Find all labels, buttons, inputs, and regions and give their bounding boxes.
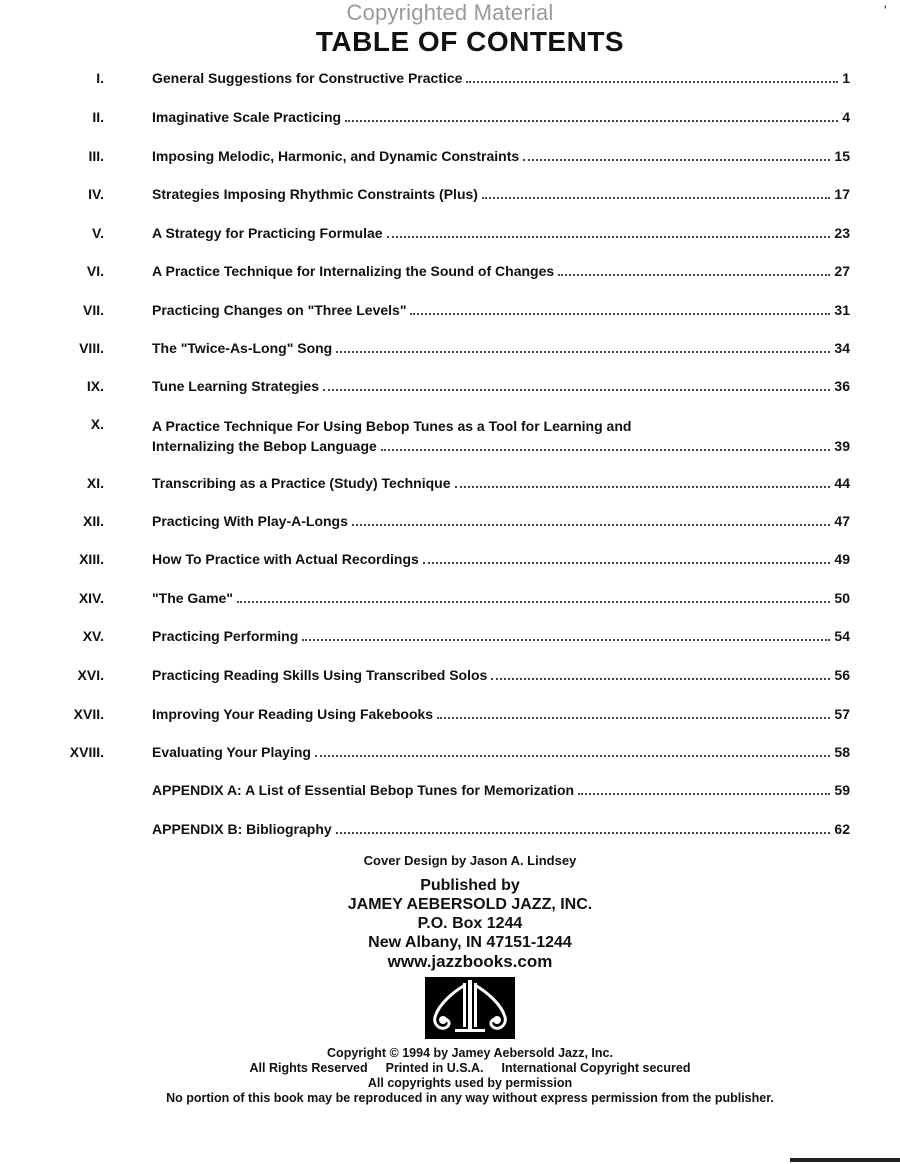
toc-chapter-numeral: IV. [88,186,104,202]
toc-page-number: 57 [834,706,850,722]
publisher-po-box: P.O. Box 1244 [417,915,523,932]
toc-entry [152,706,850,722]
toc-chapter-numeral: I. [96,70,104,86]
all-rights-reserved: All Rights Reserved [249,1061,368,1075]
international-copyright: International Copyright secured [501,1061,691,1075]
dot-leader [437,717,830,719]
toc-entry-title: APPENDIX B: Bibliography [152,821,332,837]
toc-entry-title: Imposing Melodic, Harmonic, and Dynamic Constraints [152,148,520,164]
toc-entry [152,475,850,491]
watermark: Copyrighted Material [346,0,554,25]
toc-entry [152,109,850,125]
toc-page-number: 44 [834,475,850,491]
dot-leader [345,120,838,122]
toc-page-number: 1 [842,70,850,86]
toc-entry [152,628,850,644]
dot-leader [410,313,830,315]
toc-entry [152,744,850,760]
toc-chapter-numeral: II. [92,109,104,125]
dot-leader [558,274,830,276]
toc-entry [152,378,850,394]
toc-entry-title: A Strategy for Practicing Formulae [152,225,383,241]
toc-entry-title: Imaginative Scale Practicing [152,109,342,125]
toc-page-number: 31 [834,302,850,318]
toc-page-number: 4 [842,109,850,125]
dot-leader [336,351,830,353]
toc-entry-title: General Suggestions for Constructive Practice [152,70,463,86]
toc-entry [152,302,850,318]
logo-mark-icon [425,977,515,1039]
toc-entry [152,416,850,456]
toc-page-number: 49 [834,551,850,567]
toc-page-number: 36 [834,378,850,394]
dot-leader [491,678,830,680]
dot-leader [387,236,831,238]
published-by: Published by [420,877,520,894]
toc-chapter-numeral: XVIII. [69,744,104,760]
dot-leader [523,159,830,161]
copyright-line: Copyright © 1994 by Jamey Aebersold Jazz, Inc. [327,1046,613,1060]
toc-chapter-numeral: III. [88,148,104,164]
toc-chapter-numeral: XI. [86,475,104,491]
dot-leader [423,562,831,564]
dot-leader [466,81,838,83]
dot-leader [302,639,830,641]
page-title: TABLE OF CONTENTS [315,26,625,57]
permission-line: All copyrights used by permission [367,1076,573,1090]
reproduction-notice: No portion of this book may be reproduced in any way without express permission from the publisher. [166,1091,774,1105]
toc-entry-title: Strategies Imposing Rhythmic Constraints (Plus) [152,186,478,202]
toc-entry [152,186,850,202]
toc-entry-title: "The Game" [152,590,233,606]
printed-in: Printed in U.S.A. [385,1061,484,1075]
toc-page-number: 39 [834,438,850,454]
toc-entry-title: Practicing Performing [152,628,299,644]
toc-page-number: 17 [834,186,850,202]
toc-page-number: 23 [834,225,850,241]
jamey-aebersold-logo-icon [425,977,515,1039]
toc-page-number: 56 [834,667,850,683]
toc-entry-title: How To Practice with Actual Recordings [152,551,419,567]
toc-entry-title-line1: A Practice Technique For Using Bebop Tunes as a Tool for Learning and [152,418,632,434]
publisher-city: New Albany, IN 47151-1244 [368,934,572,951]
dot-leader [336,832,831,834]
toc-chapter-numeral: XIV. [78,590,104,606]
toc-chapter-numeral: XVI. [77,667,104,683]
toc-entry [152,148,850,164]
dot-leader [352,524,831,526]
rights-line [0,1061,900,1076]
cover-design-credit: Cover Design by Jason A. Lindsey [363,853,577,868]
dot-leader [578,793,830,795]
publisher-website: www.jazzbooks.com [387,952,553,971]
toc-entry-title: Improving Your Reading Using Fakebooks [152,706,434,722]
toc-entry-title: Tune Learning Strategies [152,378,319,394]
toc-entry-title: Evaluating Your Playing [152,744,311,760]
toc-chapter-numeral: X. [90,416,104,432]
toc-entry-title: Practicing With Play-A-Longs [152,513,348,529]
toc-chapter-numeral: VIII. [79,340,104,356]
dot-leader [482,197,830,199]
scan-artifact [790,1158,900,1162]
toc-entry [152,70,850,86]
toc-entry [152,340,850,356]
publisher-block [0,876,900,971]
dot-leader [237,601,830,603]
toc-entry [152,263,850,279]
toc-page-number: 15 [834,148,850,164]
toc-entry-title: Practicing Reading Skills Using Transcribed Solos [152,667,488,683]
toc-chapter-numeral: XII. [82,513,104,529]
toc-chapter-numeral: V. [92,225,104,241]
dot-leader [323,389,830,391]
toc-chapter-numeral: XIII. [79,551,104,567]
toc-entry [152,667,850,683]
toc-entry [152,590,850,606]
toc-entry-title-line2: Internalizing the Bebop Language [152,438,377,454]
toc-entry [152,513,850,529]
toc-entry [152,551,850,567]
toc-chapter-numeral: XV. [82,628,104,644]
dot-leader [455,486,831,488]
dot-leader [315,755,830,757]
toc-page-number: 50 [834,590,850,606]
dot-leader [381,449,831,451]
toc-chapter-numeral: XVII. [73,706,104,722]
corner-mark: ' [884,2,887,18]
toc-page-number: 62 [834,821,850,837]
toc-entry [152,225,850,241]
toc-page-number: 34 [834,340,850,356]
toc-page-number: 54 [834,628,850,644]
toc-chapter-numeral: IX. [86,378,104,394]
toc-entry-title: The "Twice-As-Long" Song [152,340,333,356]
copyright-block [0,1046,900,1106]
toc-page-number: 47 [834,513,850,529]
toc-entry-title: Practicing Changes on "Three Levels" [152,302,407,318]
toc-entry-title: APPENDIX A: A List of Essential Bebop Tunes for Memorization [152,782,575,798]
toc-entry [152,821,850,837]
toc-entry-title: Transcribing as a Practice (Study) Technique [152,475,451,491]
toc-page-number: 58 [834,744,850,760]
toc-page-number: 59 [834,782,850,798]
toc-page-number: 27 [834,263,850,279]
toc-chapter-numeral: VII. [82,302,104,318]
publisher-name: JAMEY AEBERSOLD JAZZ, INC. [347,896,593,913]
toc-entry [152,782,850,798]
toc-entry-title: A Practice Technique for Internalizing the Sound of Changes [152,263,555,279]
toc-chapter-numeral: VI. [86,263,104,279]
